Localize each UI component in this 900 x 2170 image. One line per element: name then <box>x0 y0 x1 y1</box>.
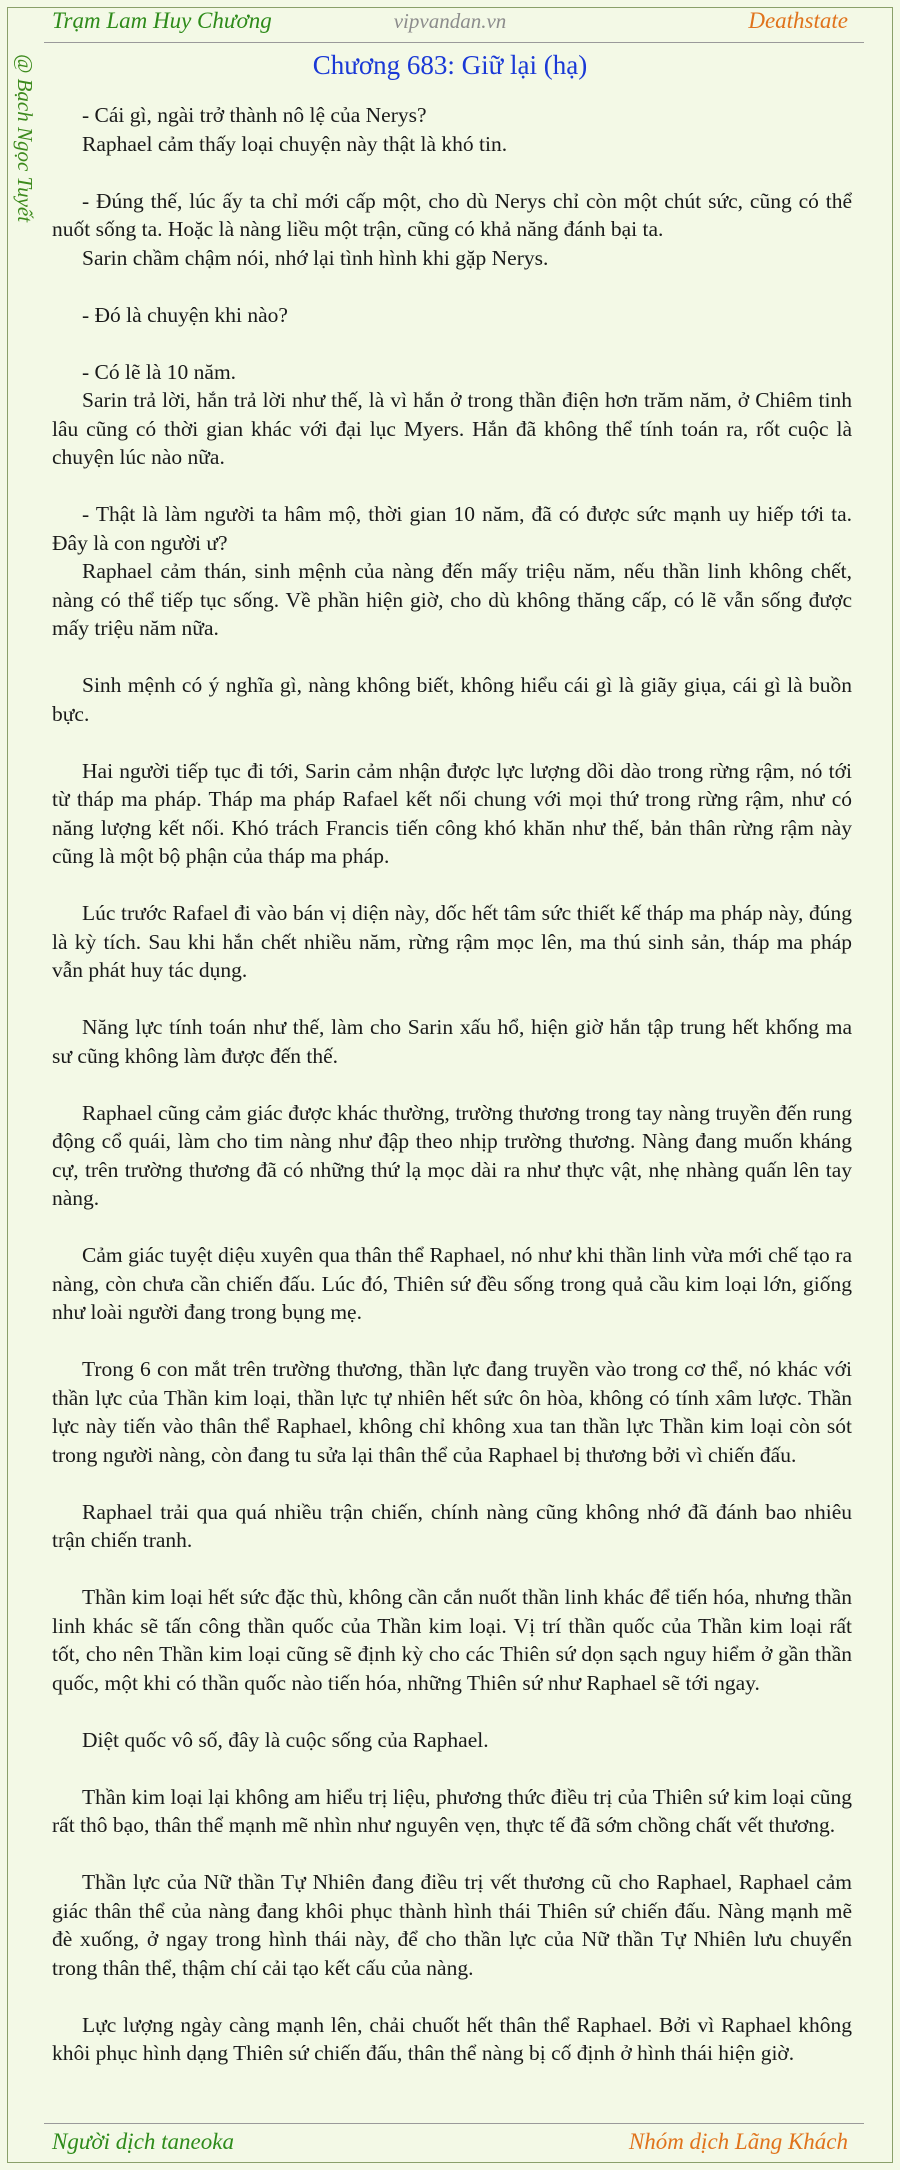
footer-divider <box>44 2123 864 2124</box>
page-header <box>0 0 900 44</box>
paragraph: Raphael cảm thán, sinh mệnh của nàng đến mấy triệu năm, nếu thần linh không chết, nàng có thể tiếp tục sống. Về phần hiện giờ, cho dù không thăng cấp, có lẽ vẫn sống được mấy triệu năm nữa. <box>52 559 852 640</box>
footer-group: Nhóm dịch Lãng Khách <box>628 2129 848 2154</box>
header-book-title: Trạm Lam Huy Chương <box>52 8 272 33</box>
paragraph: - Đó là chuyện khi nào? <box>82 302 288 327</box>
paragraph: Thần kim loại lại không am hiểu trị liệu, phương thức điều trị của Thiên sứ kim loại cũng rất thô bạo, thân thể mạnh mẽ nhìn như nguyên vẹn, thực tế đã sớm chồng chất vết thương. <box>52 1784 852 1837</box>
paragraph: Thần kim loại hết sức đặc thù, không cần cắn nuốt thần linh khác để tiến hóa, nhưng thần linh khác sẽ tấn công thần quốc của Thần kim loại. Vị trí thần quốc của Thần kim loại rất tốt, cho nên Thần kim loại cũng sẽ định kỳ cho các Thiên sứ dọn sạch nguy hiểm ở gần thần quốc, một khi có thần quốc nào tiến hóa, những Thiên sứ như Raphael sẽ tới ngay. <box>52 1585 852 1695</box>
paragraph: Raphael cảm thấy loại chuyện này thật là khó tin. <box>82 131 508 156</box>
paragraph: Lực lượng ngày càng mạnh lên, chải chuốt hết thân thể Raphael. Bởi vì Raphael không khôi phục hình dạng Thiên sứ chiến đấu, thân thể nàng bị cố định ở hình thái hiện giờ. <box>52 2012 852 2065</box>
paragraph: - Đúng thế, lúc ấy ta chỉ mới cấp một, cho dù Nerys chỉ còn một chút sức, cũng có thể nuốt sống ta. Hoặc là nàng liều một trận, cũng có khả năng đánh bại ta. <box>52 188 852 241</box>
header-divider <box>44 42 864 43</box>
chapter-body <box>52 101 852 2068</box>
paragraph: Diệt quốc vô số, đây là cuộc sống của Raphael. <box>82 1727 489 1752</box>
paragraph: - Thật là làm người ta hâm mộ, thời gian 10 năm, đã có được sức mạnh uy hiếp tới ta. Đây là con người ư? <box>52 502 852 555</box>
footer-translator: Người dịch taneoka <box>52 2129 234 2154</box>
header-author: Deathstate <box>748 8 848 33</box>
paragraph: Thần lực của Nữ thần Tự Nhiên đang điều trị vết thương cũ cho Raphael, Raphael cảm giác thân thể của nàng đang khôi phục thành hình thái Thiên sứ chiến đấu. Nàng mạnh mẽ đè xuống, ở ngay trong hình thái này, để cho thần lực của Nữ thần Tự Nhiên lưu chuyển trong thân thể, thậm chí cải tạo kết cấu của nàng. <box>52 1870 852 1980</box>
paragraph: Cảm giác tuyệt diệu xuyên qua thân thể Raphael, nó như khi thần linh vừa mới chế tạo ra nàng, còn chưa cần chiến đấu. Lúc đó, Thiên sứ đều sống trong quả cầu kim loại lớn, giống như loài người đang trong bụng mẹ. <box>52 1243 852 1324</box>
header-site: vipvandan.vn <box>393 9 507 33</box>
paragraph: - Cái gì, ngài trở thành nô lệ của Nerys? <box>82 103 427 127</box>
paragraph: Lúc trước Rafael đi vào bán vị diện này, dốc hết tâm sức thiết kế tháp ma pháp này, đúng là kỳ tích. Sau khi hắn chết nhiều năm, rừng rậm mọc lên, ma thú sinh sản, tháp ma pháp vẫn phát huy tác dụng. <box>52 901 852 982</box>
paragraph: Hai người tiếp tục đi tới, Sarin cảm nhận được lực lượng dồi dào trong rừng rậm, nó tới từ tháp ma pháp. Tháp ma pháp Rafael kết nối chung với mọi thứ trong rừng rậm, như có năng lượng kết nối. Khó trách Francis tiến công khó khăn như thế, bản thân rừng rậm này cũng là một bộ phận của tháp ma pháp. <box>52 758 852 868</box>
paragraph: Sarin trả lời, hắn trả lời như thế, là vì hắn ở trong thần điện hơn trăm năm, ở Chiêm tinh lâu cũng có thời gian khác với đại lục Myers. Hắn đã không thể tính toán ra, rốt cuộc là chuyện lúc nào nữa. <box>52 388 852 469</box>
paragraph: Sinh mệnh có ý nghĩa gì, nàng không biết, không hiểu cái gì là giãy giụa, cái gì là buồn bực. <box>52 673 852 726</box>
paragraph: Raphael cũng cảm giác được khác thường, trường thương trong tay nàng truyền đến rung động cổ quái, làm cho tim nàng như đập theo nhịp trường thương. Nàng đang muốn kháng cự, trên trường thương đã có những thứ lạ mọc dài ra như thực vật, nhẹ nhàng quấn lên tay nàng. <box>52 1100 852 1210</box>
paragraph: Năng lực tính toán như thế, làm cho Sarin xấu hổ, hiện giờ hắn tập trung hết khống ma sư cũng không làm được đến thế. <box>52 1015 852 1068</box>
paragraph: - Có lẽ là 10 năm. <box>82 359 237 384</box>
paragraph: Sarin chầm chậm nói, nhớ lại tình hình khi gặp Nerys. <box>82 245 549 270</box>
chapter-title: Chương 683: Giữ lại (hạ) <box>312 50 588 80</box>
side-watermark-credit: @ Bạch Ngọc Tuyết <box>13 54 37 223</box>
paragraph: Trong 6 con mắt trên trường thương, thần lực đang truyền vào trong cơ thể, nó khác với thần lực của Thần kim loại, thần lực tự nhiên hết sức ôn hòa, không có tính xâm lược. Thần lực này tiến vào thân thể Raphael, không chỉ không xua tan thần lực Thần kim loại còn sót trong người nàng, còn đang tu sửa lại thân thể của Raphael bị thương bởi vì chiến đấu. <box>52 1357 852 1467</box>
paragraph: Raphael trải qua quá nhiều trận chiến, chính nàng cũng không nhớ đã đánh bao nhiêu trận chiến tranh. <box>52 1499 852 1552</box>
